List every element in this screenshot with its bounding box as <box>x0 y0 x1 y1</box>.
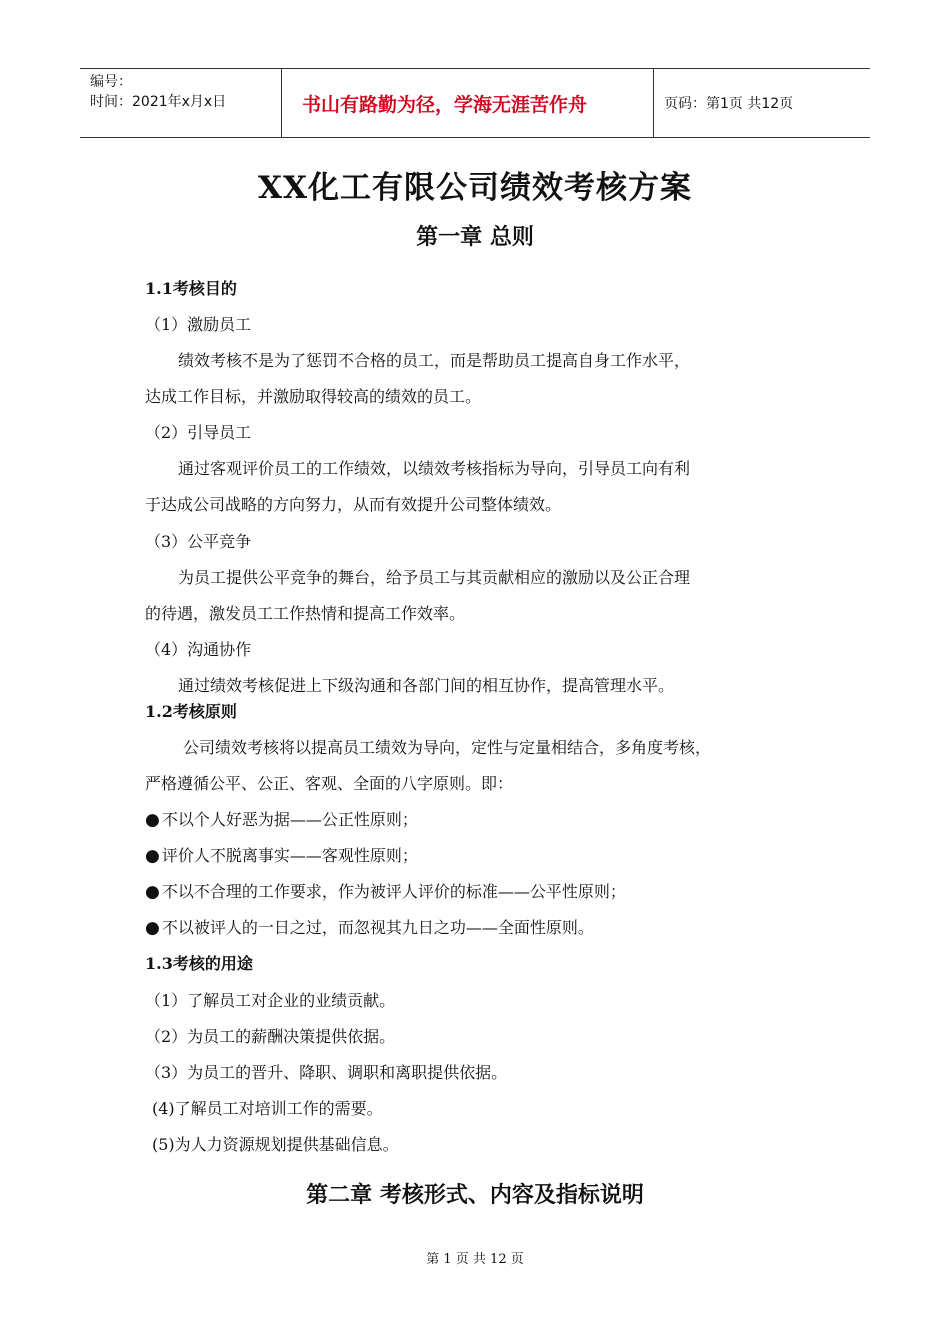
list-item: （1）了解员工对企业的业绩贡献。 <box>145 991 396 1010</box>
number-label: 编号： <box>90 74 132 90</box>
bullet-icon: ● <box>145 846 160 866</box>
motto: 书山有路勤为径，学海无涯苦作舟 <box>282 69 654 137</box>
page-footer: 第 1 页 共 12 页 <box>426 1252 524 1267</box>
paragraph-line: 严格遵循公平、公正、客观、全面的八字原则。即： <box>145 774 514 793</box>
paragraph-line: 公司绩效考核将以提高员工绩效为导向，定性与定量相结合，多角度考核， <box>183 738 712 757</box>
list-item <box>145 807 418 830</box>
header-meta-cell <box>80 69 282 137</box>
list-item-text: 评价人不脱离事实——客观性原则； <box>161 846 418 865</box>
list-item-text: 不以不合理的工作要求，作为被评人评价的标准——公平性原则； <box>161 882 626 901</box>
paragraph-line: 通过客观评价员工的工作绩效，以绩效考核指标为导向，引导员工向有利 <box>178 459 691 478</box>
time-label: 时间：2021年x月x日 <box>90 94 227 110</box>
header-table <box>80 68 870 138</box>
page-info: 页码：第1页 共12页 <box>664 96 794 112</box>
item-label: （3）公平竞争 <box>145 532 252 551</box>
list-item-text: 不以个人好恶为据——公正性原则； <box>161 810 418 829</box>
item-label: （4）沟通协作 <box>145 640 252 659</box>
section-1-2-heading: 1.2考核原则 <box>145 702 237 721</box>
list-item <box>145 843 418 866</box>
list-item: (4)了解员工对培训工作的需要。 <box>152 1099 383 1118</box>
list-item <box>145 879 626 902</box>
chapter-2-heading: 第二章 考核形式、内容及指标说明 <box>306 1182 644 1208</box>
paragraph-line: 的待遇，激发员工工作热情和提高工作效率。 <box>145 604 466 623</box>
paragraph-line: 于达成公司战略的方向努力，从而有效提升公司整体绩效。 <box>145 495 562 514</box>
section-1-3-heading: 1.3考核的用途 <box>145 954 253 973</box>
paragraph-line: 绩效考核不是为了惩罚不合格的员工，而是帮助员工提高自身工作水平， <box>178 351 691 370</box>
item-label: （1）激励员工 <box>145 315 252 334</box>
list-item: （3）为员工的晋升、降职、调职和离职提供依据。 <box>145 1063 508 1082</box>
list-item: （2）为员工的薪酬决策提供依据。 <box>145 1027 396 1046</box>
section-1-1-heading: 1.1考核目的 <box>145 279 237 298</box>
bullet-icon: ● <box>145 810 160 830</box>
bullet-icon: ● <box>145 882 160 902</box>
paragraph-line: 达成工作目标，并激励取得较高的绩效的员工。 <box>145 387 482 406</box>
list-item-text: 不以被评人的一日之过，而忽视其九日之功——全面性原则。 <box>161 918 594 937</box>
paragraph-line: 通过绩效考核促进上下级沟通和各部门间的相互协作，提高管理水平。 <box>178 676 675 695</box>
paragraph-line: 为员工提供公平竞争的舞台，给予员工与其贡献相应的激励以及公正合理 <box>178 568 691 587</box>
list-item <box>145 915 594 938</box>
bullet-icon: ● <box>145 918 160 938</box>
chapter-1-heading: 第一章 总则 <box>416 224 534 250</box>
item-label: （2）引导员工 <box>145 423 252 442</box>
list-item: (5)为人力资源规划提供基础信息。 <box>152 1135 399 1154</box>
document-title: XX化工有限公司绩效考核方案 <box>257 170 693 206</box>
